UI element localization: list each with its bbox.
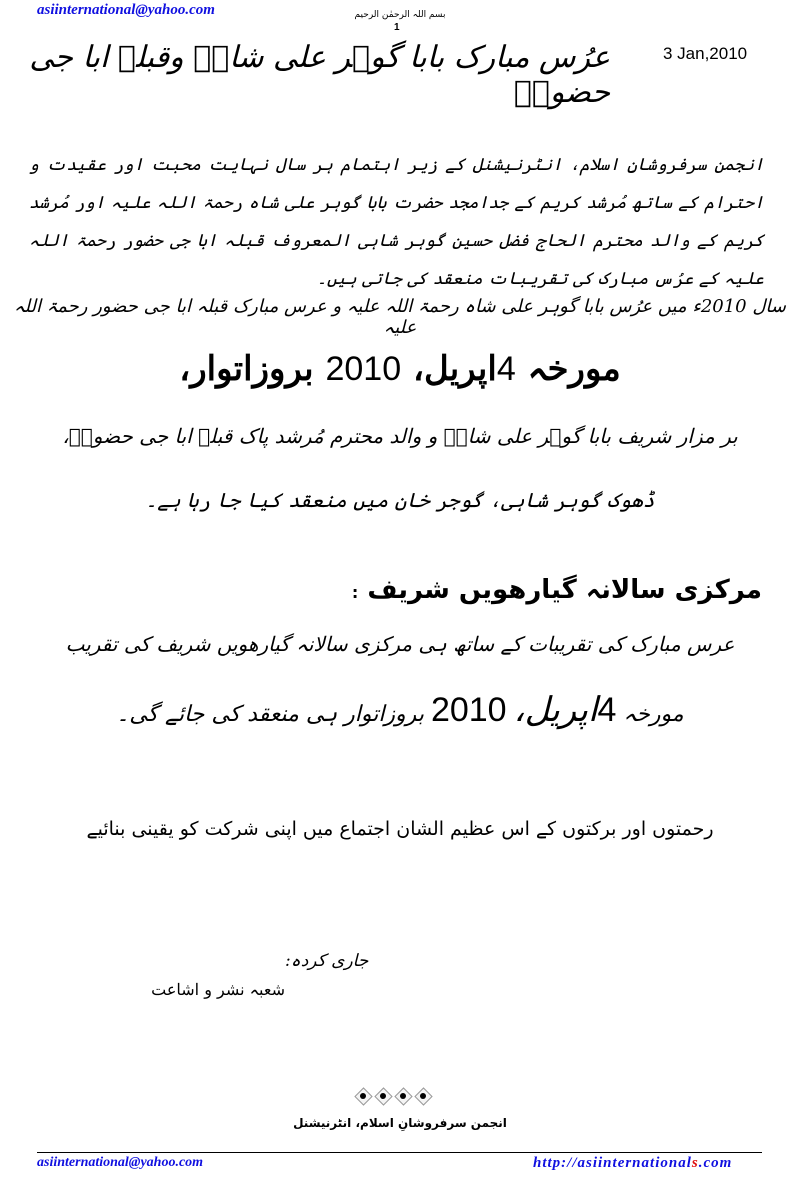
url-red-letter: s [691, 1155, 699, 1171]
gyarhween-description: عرس مبارک کی تقریبات کے ساتھ ہی مرکزی سالانہ گیارھویں شریف کی تقریب [65, 632, 735, 656]
gyarhween-heading [352, 575, 762, 605]
urs-year-line: سال 2010ء میں عرُس بابا گوہر علی شاہ رحمۃ اللہ علیہ و عرس مبارک قبلہ ابا جی حضور رحمۃ اللہ علیہ [13, 296, 786, 338]
date-month: اپریل، [513, 690, 598, 730]
ornament-divider [355, 1088, 431, 1104]
venue-line: بر مزار شریف بابا گوہر علی شاہؒ و والد محترم مُرشد پاک قبلہ ابا جی حضورؒ، [62, 424, 738, 448]
gyarhween-date-line [0, 690, 800, 730]
location-line: ڈھوک گوہر شاہی، گوجر خان میں منعقد کیا جا رہا ہے۔ [145, 488, 655, 512]
date-suffix: بروزاتوار ہی منعقد کی جائے گی۔ [116, 702, 424, 727]
intro-paragraph: انجمن سرفروشانِ اسلام، انٹرنیشنل کے زیر اہتمام ہر سال نہایت محبت اور عقیدت و احترام کے ساتھ مُرشد کریم کے جدامجد حضرت بابا گوہر علی شاہ رحمۃ اللہ علیہ اور مُرشد کریم کے والد محترم الحاج فضل حسین گوہر شاہی المعروف قبلہ ابا جی حضور رحمۃ اللہ علیہ کے عرُس مبارک کی تقریبات منعقد کی جاتی ہیں۔ [29, 155, 764, 289]
date-day: 4 [597, 691, 617, 729]
organization-name: انجمن سرفروشانِ اسلام، انٹرنیشنل [293, 1116, 507, 1130]
date-day: 4 [496, 350, 516, 388]
date-month: اپریل، [412, 349, 497, 389]
header-email-link[interactable]: asiinternational@yahoo.com [37, 2, 215, 18]
date-prefix: مورخہ [527, 349, 621, 389]
diamond-ornament-icon [395, 1088, 411, 1104]
footer-divider [37, 1152, 762, 1153]
bismillah-text: بسم اللہ الرحمٰن الرحیم [354, 10, 446, 20]
url-tail: .com [698, 1155, 733, 1171]
date-prefix: مورخہ [623, 702, 684, 727]
issued-by-label: جاری کردہ: [285, 951, 369, 971]
date-year: 2010 [325, 350, 402, 388]
date-suffix: بروزاتوار، [179, 349, 314, 389]
page-title: عرُس مبارک بابا گوہر علی شاہؒ وقبلہ ابا جی حضورؒ [29, 40, 610, 110]
url-main: http://asiinternational [533, 1155, 692, 1171]
appeal-line: رحمتوں اور برکتوں کے اس عظیم الشان اجتماع میں اپنی شرکت کو یقینی بنائیے [86, 818, 714, 840]
gyarhween-heading-colon: : [351, 583, 359, 602]
page-number: 1 [394, 22, 400, 33]
diamond-ornament-icon [355, 1088, 371, 1104]
diamond-ornament-icon [415, 1088, 431, 1104]
gyarhween-heading-text: مرکزی سالانہ گیارھویں شریف [367, 575, 762, 605]
document-date: 3 Jan,2010 [663, 44, 748, 63]
footer-website-link[interactable] [533, 1155, 732, 1172]
date-year: 2010 [430, 691, 507, 729]
issuing-department: شعبہ نشر و اشاعت [151, 980, 285, 999]
footer-email-link[interactable]: asiinternational@yahoo.com [37, 1155, 204, 1170]
urs-date-line [0, 348, 800, 389]
diamond-ornament-icon [375, 1088, 391, 1104]
